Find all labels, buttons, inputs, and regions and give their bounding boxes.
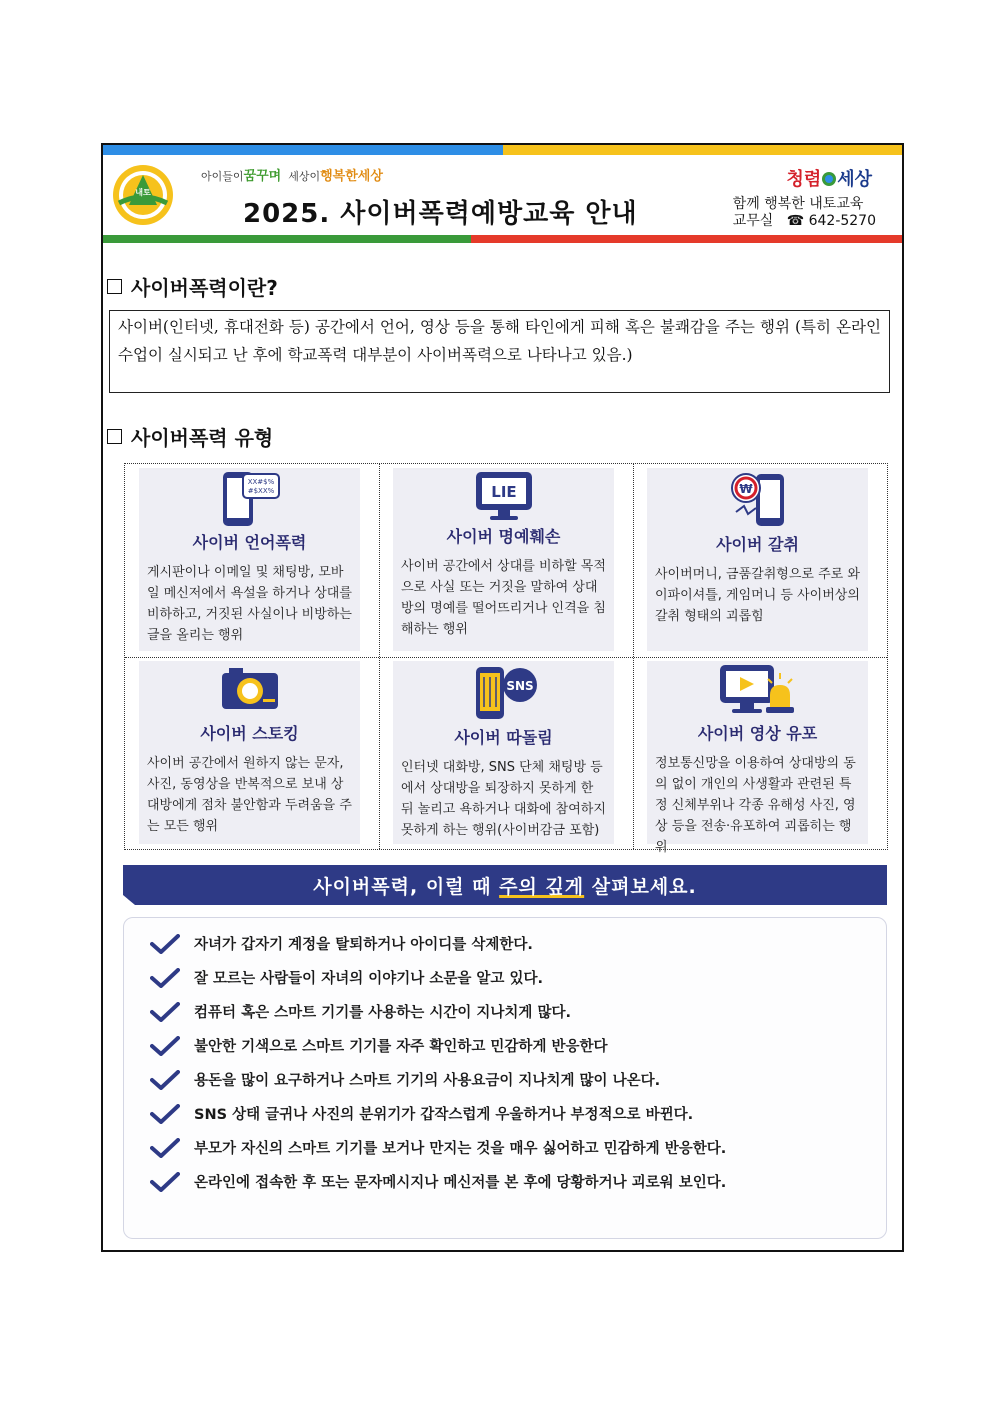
header — [103, 155, 902, 235]
checklist-text: 컴퓨터 혹은 스마트 기기를 사용하는 시간이 지나치게 많다. — [194, 1005, 572, 1021]
slogan — [201, 165, 383, 184]
type-card-language — [125, 464, 379, 657]
list-item — [150, 1170, 870, 1196]
phone-number: 642-5270 — [808, 213, 876, 229]
checkmark-icon — [150, 1172, 180, 1192]
svg-text:XX#$%: XX#$% — [247, 478, 274, 486]
checkmark-icon — [150, 1002, 180, 1022]
list-item — [150, 1136, 726, 1162]
list-item — [150, 1102, 693, 1128]
checklist-text: 온라인에 접속한 후 또는 문자메시지나 메신저를 본 후에 당황하거나 괴로워 보인다. — [194, 1175, 727, 1191]
checklist-text: SNS 상태 글귀나 사진의 분위기가 갑작스럽게 우울하거나 부정적으로 바뀐다. — [194, 1107, 694, 1123]
slogan-part1: 아이들이 — [201, 170, 244, 183]
svg-text:#$XX%: #$XX% — [247, 487, 274, 495]
banner-text — [123, 872, 887, 899]
school-logo-icon — [111, 163, 175, 227]
definition-box: 사이버(인터넷, 휴대전화 등) 공간에서 언어, 영상 등을 통해 타인에게 피해 혹은 불쾌감을 주는 행위 (특히 온라인 수업이 실시되고 난 후에 학교폭력 대부분이 사이버폭력으로 나타나고 있음.) — [109, 310, 890, 393]
list-item — [150, 932, 533, 958]
sns-text: SNS — [505, 679, 534, 693]
checkmark-icon — [150, 1070, 180, 1090]
type-desc: 사이버 공간에서 상대를 비하할 목적으로 사실 또는 거짓을 말하여 상대방의 명예를 떨어뜨리거나 인격을 침해하는 행위 — [401, 559, 606, 637]
banner-highlight: 주의 깊게 — [499, 876, 585, 898]
type-title: 사이버 언어폭력 — [192, 533, 307, 552]
slogan-part3: 세상이 — [288, 170, 321, 183]
brand-prefix: 청렴 — [786, 169, 822, 190]
checklist-text: 자녀가 갑자기 계정을 탈퇴하거나 아이디를 삭제한다. — [194, 937, 533, 953]
checklist-text: 용돈을 많이 요구하거나 스마트 기기의 사용요금이 지나치게 많이 나온다. — [194, 1073, 661, 1089]
office-label: 교무실 — [732, 213, 774, 229]
type-card-stalking — [125, 657, 379, 850]
banner-part1: 사이버폭력, 이럴 때 — [313, 876, 500, 898]
type-title: 사이버 갈취 — [716, 535, 799, 554]
section1-title-text: 사이버폭력이란? — [131, 276, 278, 300]
checkmark-icon — [150, 1104, 180, 1124]
office-contact — [733, 213, 876, 230]
type-title: 사이버 명예훼손 — [446, 527, 561, 546]
logo-text: 내토 — [135, 188, 151, 197]
page-title: 2025. 사이버폭력예방교육 안내 — [243, 199, 638, 229]
checkmark-icon — [150, 934, 180, 954]
school-info — [733, 196, 876, 230]
warning-banner — [123, 865, 887, 905]
checkmark-icon — [150, 968, 180, 988]
type-title: 사이버 스토킹 — [200, 724, 299, 743]
monitor-lie-icon — [473, 470, 535, 522]
type-card-defamation — [379, 464, 633, 657]
warning-checklist — [123, 917, 887, 1239]
violence-types-grid — [124, 463, 888, 855]
camera-icon — [219, 665, 281, 711]
slogan-part4: 행복한세상 — [320, 169, 383, 184]
list-item — [150, 1034, 608, 1060]
banner-part2: 살펴보세요. — [584, 876, 697, 898]
type-desc: 정보통신망을 이용하여 상대방의 동의 없이 개인의 사생활과 관련된 특정 신체부위나 각종 유해성 사진, 영상 등을 전송·유포하여 괴롭히는 행위 — [655, 756, 856, 855]
brand-logo — [786, 165, 872, 191]
phone-money-icon — [726, 470, 790, 528]
brand-globe-icon — [821, 171, 837, 187]
checkmark-icon — [150, 1138, 180, 1158]
type-card-ostracism — [379, 657, 633, 850]
checkbox-square-icon — [107, 279, 122, 294]
section-title-types — [107, 422, 273, 451]
checkbox-square-icon — [107, 429, 122, 444]
checklist-text: 부모가 자신의 스마트 기기를 보거나 만지는 것을 매우 싫어하고 민감하게 반응한다. — [194, 1141, 727, 1157]
phone-icon: ☎ — [786, 213, 805, 229]
checkmark-icon — [150, 1036, 180, 1056]
phone-chat-icon — [217, 470, 283, 528]
list-item — [150, 1000, 571, 1026]
document-frame — [101, 143, 904, 1252]
bottom-color-bar — [103, 235, 902, 243]
list-item — [150, 1068, 660, 1094]
list-item — [150, 966, 543, 992]
checklist-text: 잘 모르는 사람들이 자녀의 이야기나 소문을 알고 있다. — [194, 971, 543, 987]
slogan-part2: 꿈꾸며 — [243, 169, 282, 184]
school-name: 함께 행복한 내토교육 — [732, 196, 864, 212]
brand-suffix: 세상 — [837, 169, 872, 190]
type-card-video-spread — [633, 657, 887, 855]
type-desc: 인터넷 대화방, SNS 단체 채팅방 등에서 상대방을 퇴장하지 못하게 한 뒤 놀리고 욕하거나 대화에 참여하지 못하게 하는 행위(사이버감금 포함) — [401, 760, 606, 838]
phone-sns-icon — [468, 665, 540, 721]
won-text: ₩ — [738, 482, 753, 496]
monitor-alarm-icon — [718, 663, 798, 715]
type-desc: 게시판이나 이메일 및 채팅방, 모바일 메신저에서 욕설을 하거나 상대를 비하하고, 거짓된 사실이나 비방하는 글을 올리는 행위 — [147, 565, 352, 643]
type-desc: 사이버 공간에서 원하지 않는 문자, 사진, 동영상을 반복적으로 보내 상대방에게 점차 불안함과 두려움을 주는 모든 행위 — [147, 756, 352, 834]
top-color-bar — [103, 145, 902, 155]
type-card-extortion — [633, 464, 887, 657]
lie-text: LIE — [490, 483, 517, 501]
section-title-definition — [107, 272, 278, 301]
section2-title-text: 사이버폭력 유형 — [131, 426, 274, 450]
type-title: 사이버 영상 유포 — [697, 724, 818, 743]
type-desc: 사이버머니, 금품갈취형으로 주로 와이파이셔틀, 게임머니 등 사이버상의 갈취 형태의 괴롭힘 — [655, 567, 860, 624]
type-title: 사이버 따돌림 — [454, 728, 553, 747]
checklist-text: 불안한 기색으로 스마트 기기를 자주 확인하고 민감하게 반응한다 — [194, 1039, 608, 1055]
